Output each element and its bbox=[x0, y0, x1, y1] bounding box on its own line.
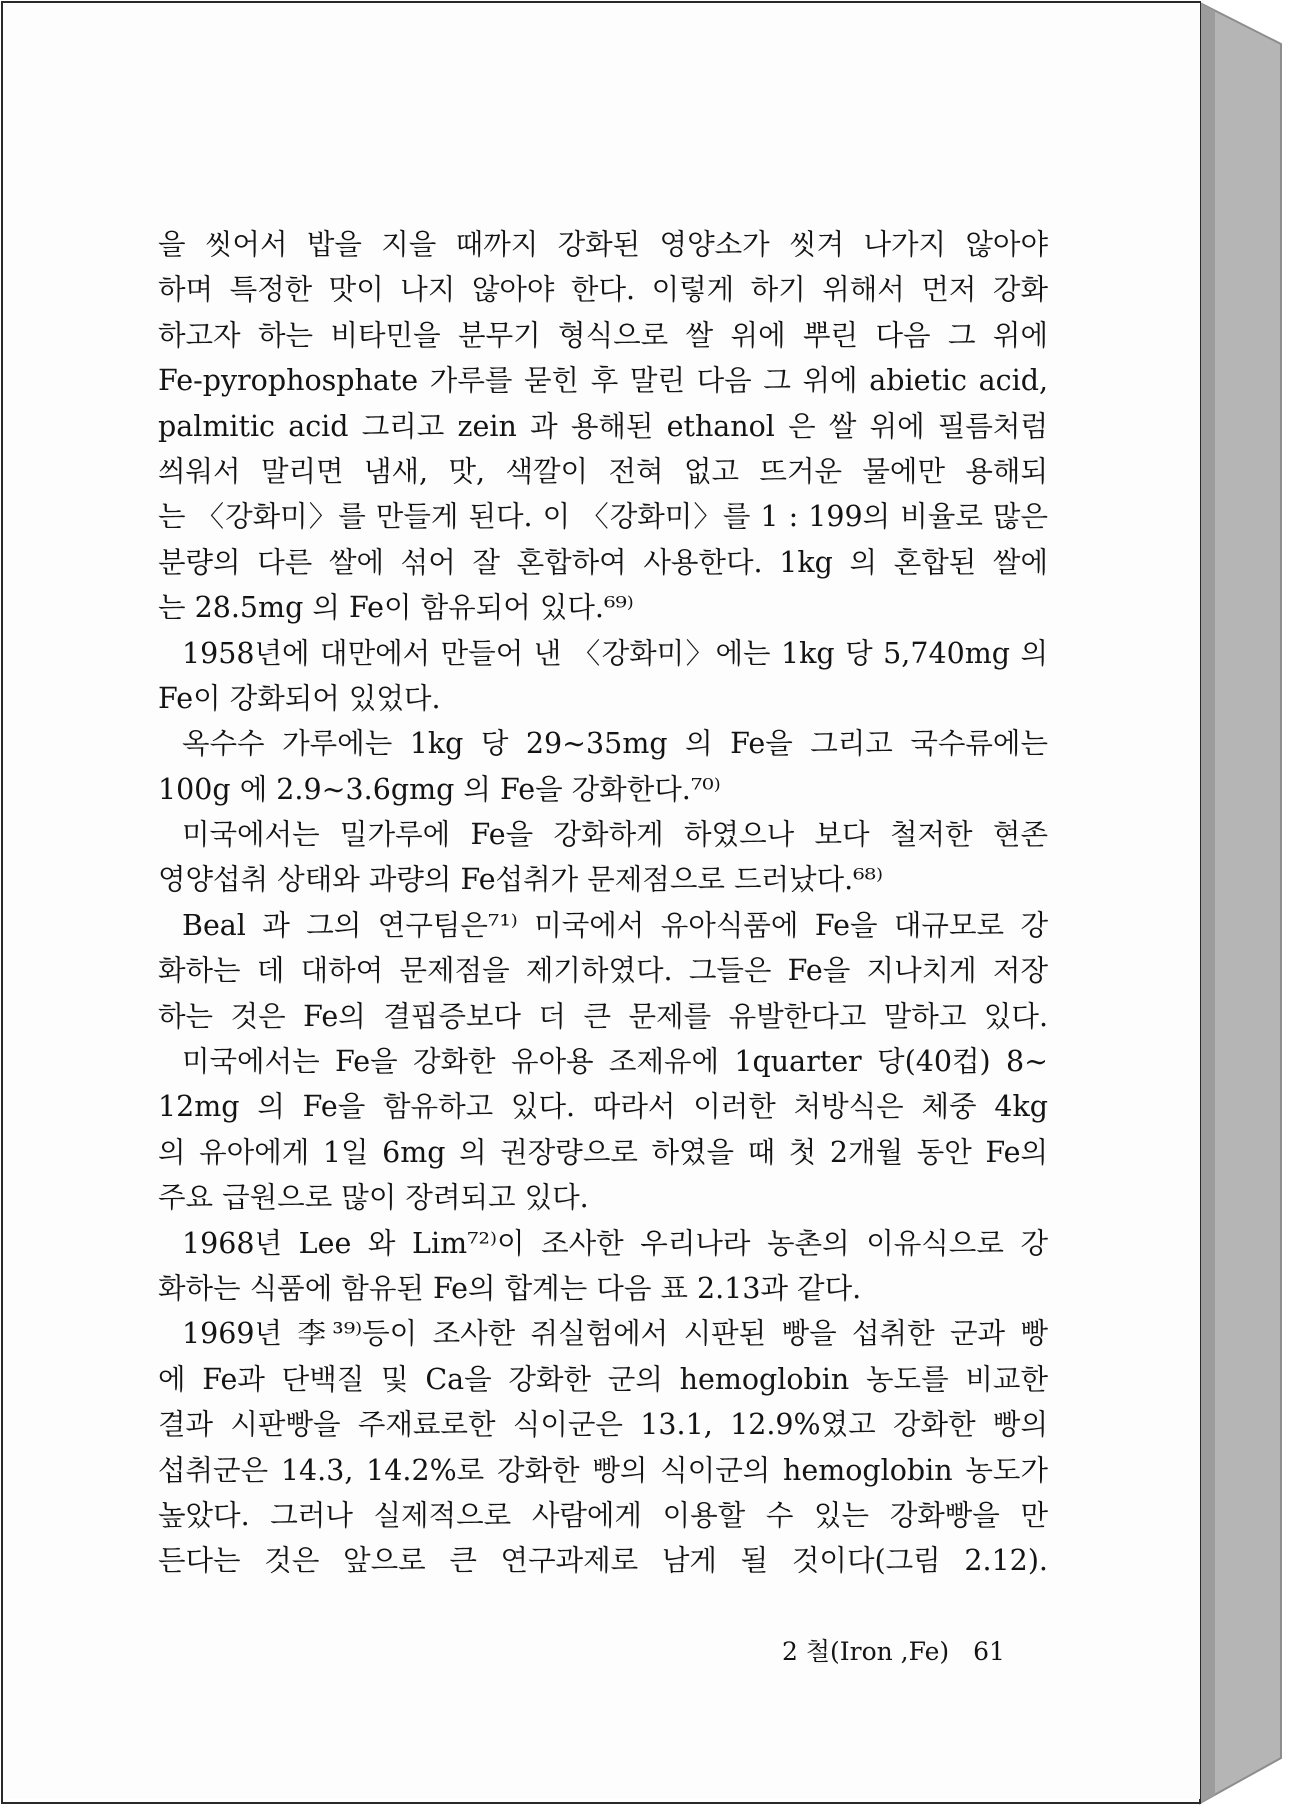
text-line: 미국에서는 밀가루에 Fe을 강화하게 하였으나 보다 철저한 현존 bbox=[182, 818, 1048, 852]
text-line: 12mg 의 Fe을 함유하고 있다. 따라서 이러한 처방식은 체중 4kg bbox=[158, 1090, 1048, 1124]
text-line: 옥수수 가루에는 1kg 당 29∼35mg 의 Fe을 그리고 국수류에는 bbox=[182, 727, 1048, 761]
text-line: 하며 특정한 맛이 나지 않아야 한다. 이렇게 하기 위해서 먼저 강화 bbox=[158, 273, 1048, 307]
text-line: 씌워서 말리면 냄새, 맛, 색깔이 전혀 없고 뜨거운 물에만 용해되 bbox=[158, 454, 1048, 488]
text-line: 결과 시판빵을 주재료로한 식이군은 13.1, 12.9%였고 강화한 빵의 bbox=[158, 1408, 1048, 1442]
text-line: 하는 것은 Fe의 결핍증보다 더 큰 문제를 유발한다고 말하고 있다. bbox=[158, 999, 1048, 1033]
text-line: 을 씻어서 밥을 지을 때까지 강화된 영양소가 씻겨 나가지 않아야 bbox=[158, 228, 1048, 261]
text-line: 주요 급원으로 많이 장려되고 있다. bbox=[158, 1181, 589, 1215]
running-head: 2 철(Iron ,Fe) bbox=[782, 1637, 950, 1666]
text-line: 는 28.5mg 의 Fe이 함유되어 있다.⁶⁹⁾ bbox=[158, 591, 634, 625]
text-line: 에 Fe과 단백질 및 Ca을 강화한 군의 hemoglobin 농도를 비교한 bbox=[158, 1362, 1048, 1396]
text-line: 화하는 식품에 함유된 Fe의 합계는 다음 표 2.13과 같다. bbox=[158, 1271, 862, 1305]
text-line: 높았다. 그러나 실제적으로 사람에게 이용할 수 있는 강화빵을 만 bbox=[158, 1498, 1048, 1532]
text-line: 영양섭취 상태와 과량의 Fe섭취가 문제점으로 드러났다.⁶⁸⁾ bbox=[158, 863, 883, 897]
book-side-shadow bbox=[1200, 3, 1215, 1803]
text-line: 분량의 다른 쌀에 섞어 잘 혼합하여 사용한다. 1kg 의 혼합된 쌀에 bbox=[158, 545, 1048, 579]
text-line: 화하는 데 대하여 문제점을 제기하였다. 그들은 Fe을 지나치게 저장 bbox=[158, 954, 1048, 988]
page-footer bbox=[782, 1632, 1022, 1672]
text-line: palmitic acid 그리고 zein 과 용해된 ethanol 은 쌀 위에 필름처럼 bbox=[158, 409, 1048, 443]
page-number: 61 bbox=[973, 1637, 1005, 1666]
text-line: 미국에서는 Fe을 강화한 유아용 조제유에 1quarter 당(40컵) 8∼ bbox=[182, 1045, 1048, 1079]
text-line: 1969년 李³⁹⁾등이 조사한 쥐실험에서 시판된 빵을 섭취한 군과 빵 bbox=[182, 1317, 1048, 1351]
text-line: 100g 에 2.9∼3.6gmg 의 Fe을 강화한다.⁷⁰⁾ bbox=[158, 772, 721, 806]
text-line: 든다는 것은 앞으로 큰 연구과제로 남게 될 것이다(그림 2.12). bbox=[158, 1544, 1048, 1578]
text-line: 의 유아에게 1일 6mg 의 권장량으로 하였을 때 첫 2개월 동안 Fe의 bbox=[158, 1135, 1048, 1169]
text-line: Fe이 강화되어 있었다. bbox=[158, 681, 441, 715]
text-line: 하고자 하는 비타민을 분무기 형식으로 쌀 위에 뿌린 다음 그 위에 bbox=[158, 318, 1048, 352]
text-line: Beal 과 그의 연구팀은⁷¹⁾ 미국에서 유아식품에 Fe을 대규모로 강 bbox=[182, 908, 1048, 942]
text-line: 1958년에 대만에서 만들어 낸 〈강화미〉에는 1kg 당 5,740mg 의 bbox=[182, 636, 1048, 670]
text-line: 섭취군은 14.3, 14.2%로 강화한 빵의 식이군의 hemoglobin 농도가 bbox=[158, 1453, 1048, 1487]
text-line: Fe-pyrophosphate 가루를 묻힌 후 말린 다음 그 위에 abietic acid, bbox=[158, 364, 1048, 398]
text-line: 는 〈강화미〉를 만들게 된다. 이 〈강화미〉를 1 : 199의 비율로 많은 bbox=[158, 500, 1048, 534]
body-text bbox=[158, 222, 1048, 1584]
text-line: 1968년 Lee 와 Lim⁷²⁾이 조사한 우리나라 농촌의 이유식으로 강 bbox=[182, 1226, 1048, 1260]
